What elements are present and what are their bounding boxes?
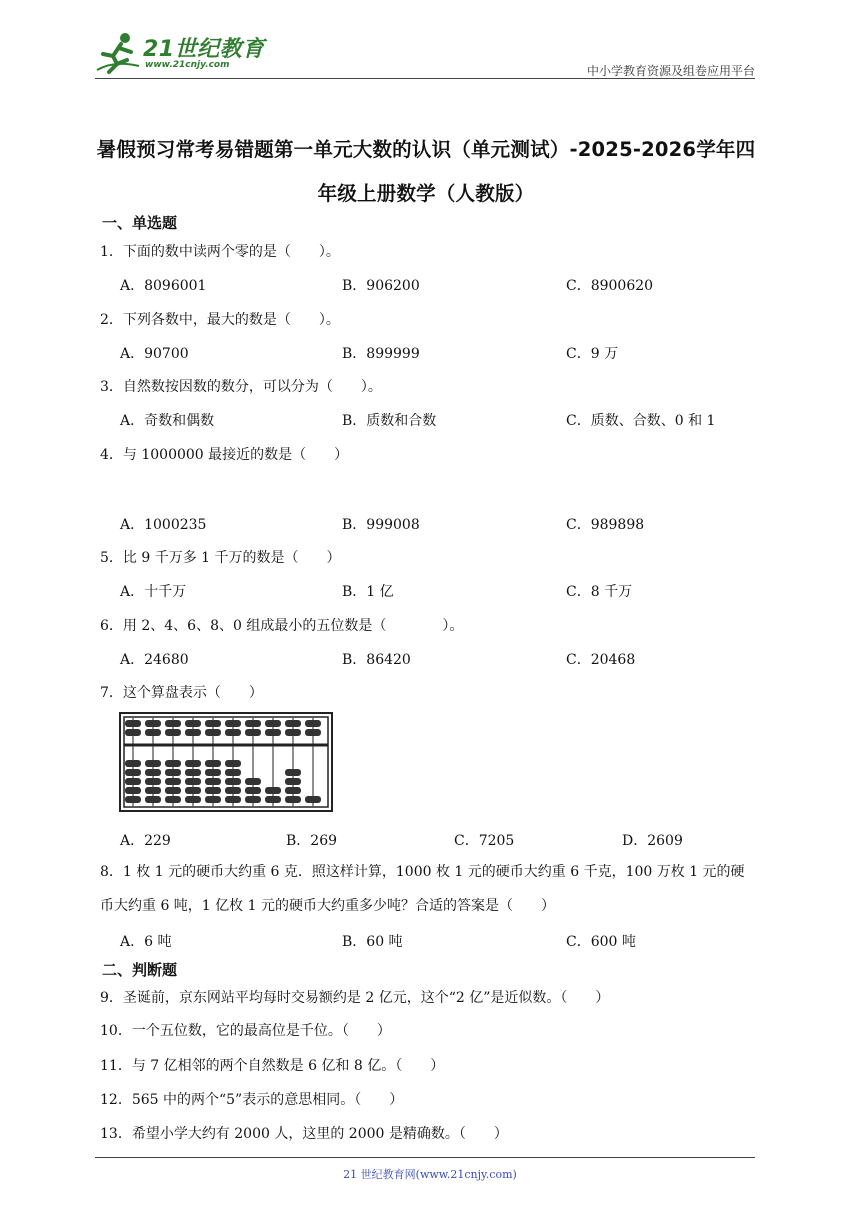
option-b[interactable]: B．999008	[342, 517, 420, 533]
header-tagline: 中小学教育资源及组卷应用平台	[586, 64, 755, 78]
option-b[interactable]: B．899999	[342, 346, 420, 362]
abacus-lower-bead	[125, 787, 141, 794]
abacus-lower-bead	[145, 787, 161, 794]
abacus-lower-bead	[185, 787, 201, 794]
question-7: 7．这个算盘表示（ ）	[100, 685, 263, 701]
option-b[interactable]: B．60 吨	[342, 934, 403, 950]
option-a[interactable]: A．1000235	[120, 517, 207, 533]
option-a[interactable]: A．24680	[120, 652, 189, 668]
abacus-lower-bead	[145, 760, 161, 767]
abacus-lower-bead	[185, 796, 201, 803]
option-c[interactable]: C．质数、合数、0 和 1	[566, 413, 716, 429]
abacus-lower-bead	[185, 778, 201, 785]
abacus-lower-bead	[165, 787, 181, 794]
question-12: 12．565 中的两个“5”表示的意思相同。（ ）	[100, 1092, 404, 1108]
abacus-upper-bead	[185, 720, 201, 727]
abacus-lower-bead	[285, 778, 301, 785]
option-c[interactable]: C．8900620	[566, 278, 654, 294]
abacus-lower-bead	[165, 760, 181, 767]
option-a[interactable]: A．十千万	[120, 584, 187, 600]
abacus-upper-bead	[305, 729, 321, 736]
abacus-lower-bead	[265, 796, 281, 803]
abacus-lower-bead	[225, 778, 241, 785]
question-6: 6．用 2、4、6、8、0 组成最小的五位数是（ ）。	[100, 618, 464, 634]
abacus-lower-bead	[205, 760, 221, 767]
abacus-upper-bead	[305, 720, 321, 727]
option-b[interactable]: B．269	[286, 833, 338, 849]
abacus-lower-bead	[205, 796, 221, 803]
abacus-lower-bead	[245, 778, 261, 785]
header-divider	[95, 78, 755, 79]
question-2: 2．下列各数中，最大的数是（ ）。	[100, 312, 340, 328]
abacus-lower-bead	[145, 778, 161, 785]
logo-url: www.21cnjy.com	[145, 60, 230, 70]
page-title: 暑假预习常考易错题第一单元大数的认识（单元测试）-2025-2026学年四年级上册数学（人教版）	[96, 138, 756, 205]
option-a[interactable]: A．90700	[120, 346, 189, 362]
option-c[interactable]: C．600 吨	[566, 934, 636, 950]
abacus-lower-bead	[225, 787, 241, 794]
option-b[interactable]: B．1 亿	[342, 584, 394, 600]
abacus-lower-bead	[245, 787, 261, 794]
abacus-lower-bead	[225, 796, 241, 803]
abacus-lower-bead	[165, 778, 181, 785]
abacus-lower-bead	[125, 796, 141, 803]
abacus-upper-bead	[225, 729, 241, 736]
abacus-upper-bead	[205, 729, 221, 736]
question-4: 4．与 1000000 最接近的数是（ ）	[100, 447, 349, 463]
abacus-lower-bead	[125, 760, 141, 767]
question-3: 3．自然数按因数的数分，可以分为（ ）。	[100, 379, 382, 395]
abacus-lower-bead	[305, 796, 321, 803]
section-heading-single-choice: 一、单选题	[102, 214, 178, 232]
abacus-upper-bead	[285, 729, 301, 736]
option-c[interactable]: C．7205	[454, 833, 515, 849]
question-11: 11．与 7 亿相邻的两个自然数是 6 亿和 8 亿。（ ）	[100, 1058, 445, 1074]
option-c[interactable]: C．9 万	[566, 346, 619, 362]
abacus-upper-bead	[125, 720, 141, 727]
abacus-upper-bead	[165, 729, 181, 736]
abacus-lower-bead	[245, 796, 261, 803]
question-10: 10．一个五位数，它的最高位是千位。（ ）	[100, 1023, 391, 1039]
section-heading-true-false: 二、判断题	[102, 961, 178, 979]
runner-icon	[95, 30, 141, 76]
abacus-lower-bead	[185, 769, 201, 776]
option-b[interactable]: B．906200	[342, 278, 420, 294]
abacus-lower-bead	[285, 796, 301, 803]
abacus-upper-bead	[145, 720, 161, 727]
abacus-icon	[119, 712, 333, 812]
question-1: 1．下面的数中读两个零的是（ ）。	[100, 244, 340, 260]
abacus-lower-bead	[265, 787, 281, 794]
abacus-lower-bead	[205, 778, 221, 785]
abacus-upper-bead	[205, 720, 221, 727]
abacus-lower-bead	[285, 787, 301, 794]
abacus-lower-bead	[125, 778, 141, 785]
option-d[interactable]: D．2609	[622, 833, 683, 849]
abacus-upper-bead	[285, 720, 301, 727]
abacus-lower-bead	[145, 769, 161, 776]
footer-divider	[95, 1157, 755, 1158]
option-c[interactable]: C．8 千万	[566, 584, 633, 600]
abacus-upper-bead	[265, 729, 281, 736]
abacus-upper-bead	[265, 720, 281, 727]
question-9: 9．圣诞前，京东网站平均每时交易额约是 2 亿元，这个“2 亿”是近似数。（ ）	[100, 990, 610, 1006]
abacus-upper-bead	[145, 729, 161, 736]
abacus-image	[119, 712, 333, 812]
abacus-lower-bead	[225, 760, 241, 767]
option-a[interactable]: A．奇数和偶数	[120, 413, 215, 429]
question-13: 13．希望小学大约有 2000 人，这里的 2000 是精确数。（ ）	[100, 1126, 508, 1142]
option-c[interactable]: C．20468	[566, 652, 636, 668]
abacus-upper-bead	[245, 729, 261, 736]
abacus-lower-bead	[165, 796, 181, 803]
abacus-lower-bead	[165, 769, 181, 776]
option-c[interactable]: C．989898	[566, 517, 645, 533]
abacus-upper-bead	[185, 729, 201, 736]
option-b[interactable]: B．质数和合数	[342, 413, 437, 429]
abacus-lower-bead	[225, 769, 241, 776]
abacus-upper-bead	[245, 720, 261, 727]
abacus-lower-bead	[205, 787, 221, 794]
abacus-lower-bead	[185, 760, 201, 767]
option-a[interactable]: A．229	[120, 833, 171, 849]
logo-text: 21世纪教育	[143, 37, 265, 62]
abacus-upper-bead	[165, 720, 181, 727]
option-b[interactable]: B．86420	[342, 652, 411, 668]
option-a[interactable]: A．6 吨	[120, 934, 172, 950]
brand-logo[interactable]	[95, 30, 265, 76]
option-a[interactable]: A．8096001	[120, 278, 207, 294]
abacus-lower-bead	[205, 769, 221, 776]
page-header	[95, 30, 755, 78]
question-5: 5．比 9 千万多 1 千万的数是（ ）	[100, 550, 341, 566]
abacus-upper-bead	[125, 729, 141, 736]
abacus-lower-bead	[145, 796, 161, 803]
abacus-lower-bead	[125, 769, 141, 776]
question-8: 8．1 枚 1 元的硬币大约重 6 克．照这样计算，1000 枚 1 元的硬币大约重 6 千克，100 万枚 1 元的硬币大约重 6 吨，1 亿枚 1 元的硬币大约重多少吨？合适的答案是（ ）	[100, 864, 745, 914]
abacus-upper-bead	[225, 720, 241, 727]
abacus-lower-bead	[285, 769, 301, 776]
footer-link[interactable]: 21 世纪教育网(www.21cnjy.com)	[343, 1168, 517, 1181]
